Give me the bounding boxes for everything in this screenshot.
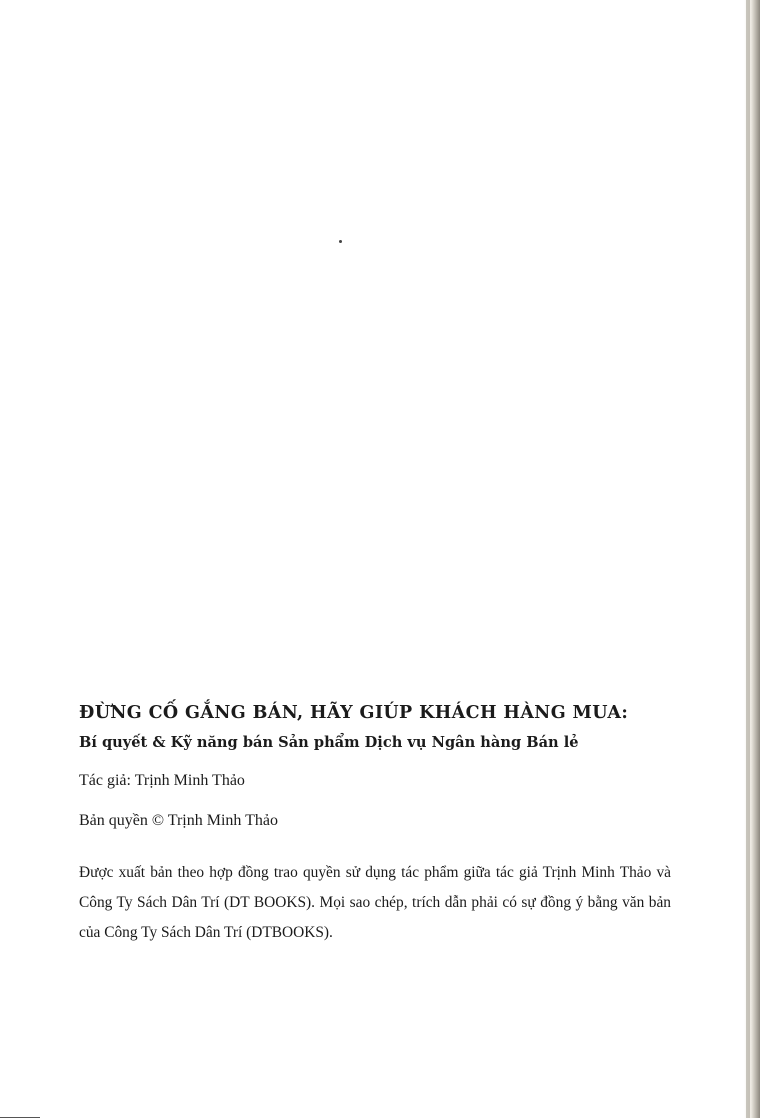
author-line xyxy=(79,770,671,792)
copyright-block xyxy=(79,700,671,948)
copyright-label: Bản quyền © xyxy=(79,812,165,829)
copyright-holder: Trịnh Minh Thảo xyxy=(167,812,278,829)
author-label: Tác giả: xyxy=(79,772,131,789)
copyright-line xyxy=(79,810,671,832)
book-title: ĐỪNG CỐ GẮNG BÁN, HÃY GIÚP KHÁCH HÀNG MUA: xyxy=(79,703,629,723)
book-subtitle: Bí quyết & Kỹ năng bán Sản phẩm Dịch vụ Ngân hàng Bán lẻ xyxy=(79,734,579,751)
page-speck xyxy=(339,240,342,243)
author-name: Trịnh Minh Thảo xyxy=(134,772,245,789)
license-paragraph: Được xuất bản theo hợp đồng trao quyền sử dụng tác phẩm giữa tác giả Trịnh Minh Thảo và Công Ty Sách Dân Trí (DT BOOKS). Mọi sao chép, trích dẫn phải có sự đồng ý bằng văn bản của Công Ty Sách Dân Trí (DTBOOKS). xyxy=(79,864,671,941)
page-edge-line xyxy=(746,0,750,1118)
